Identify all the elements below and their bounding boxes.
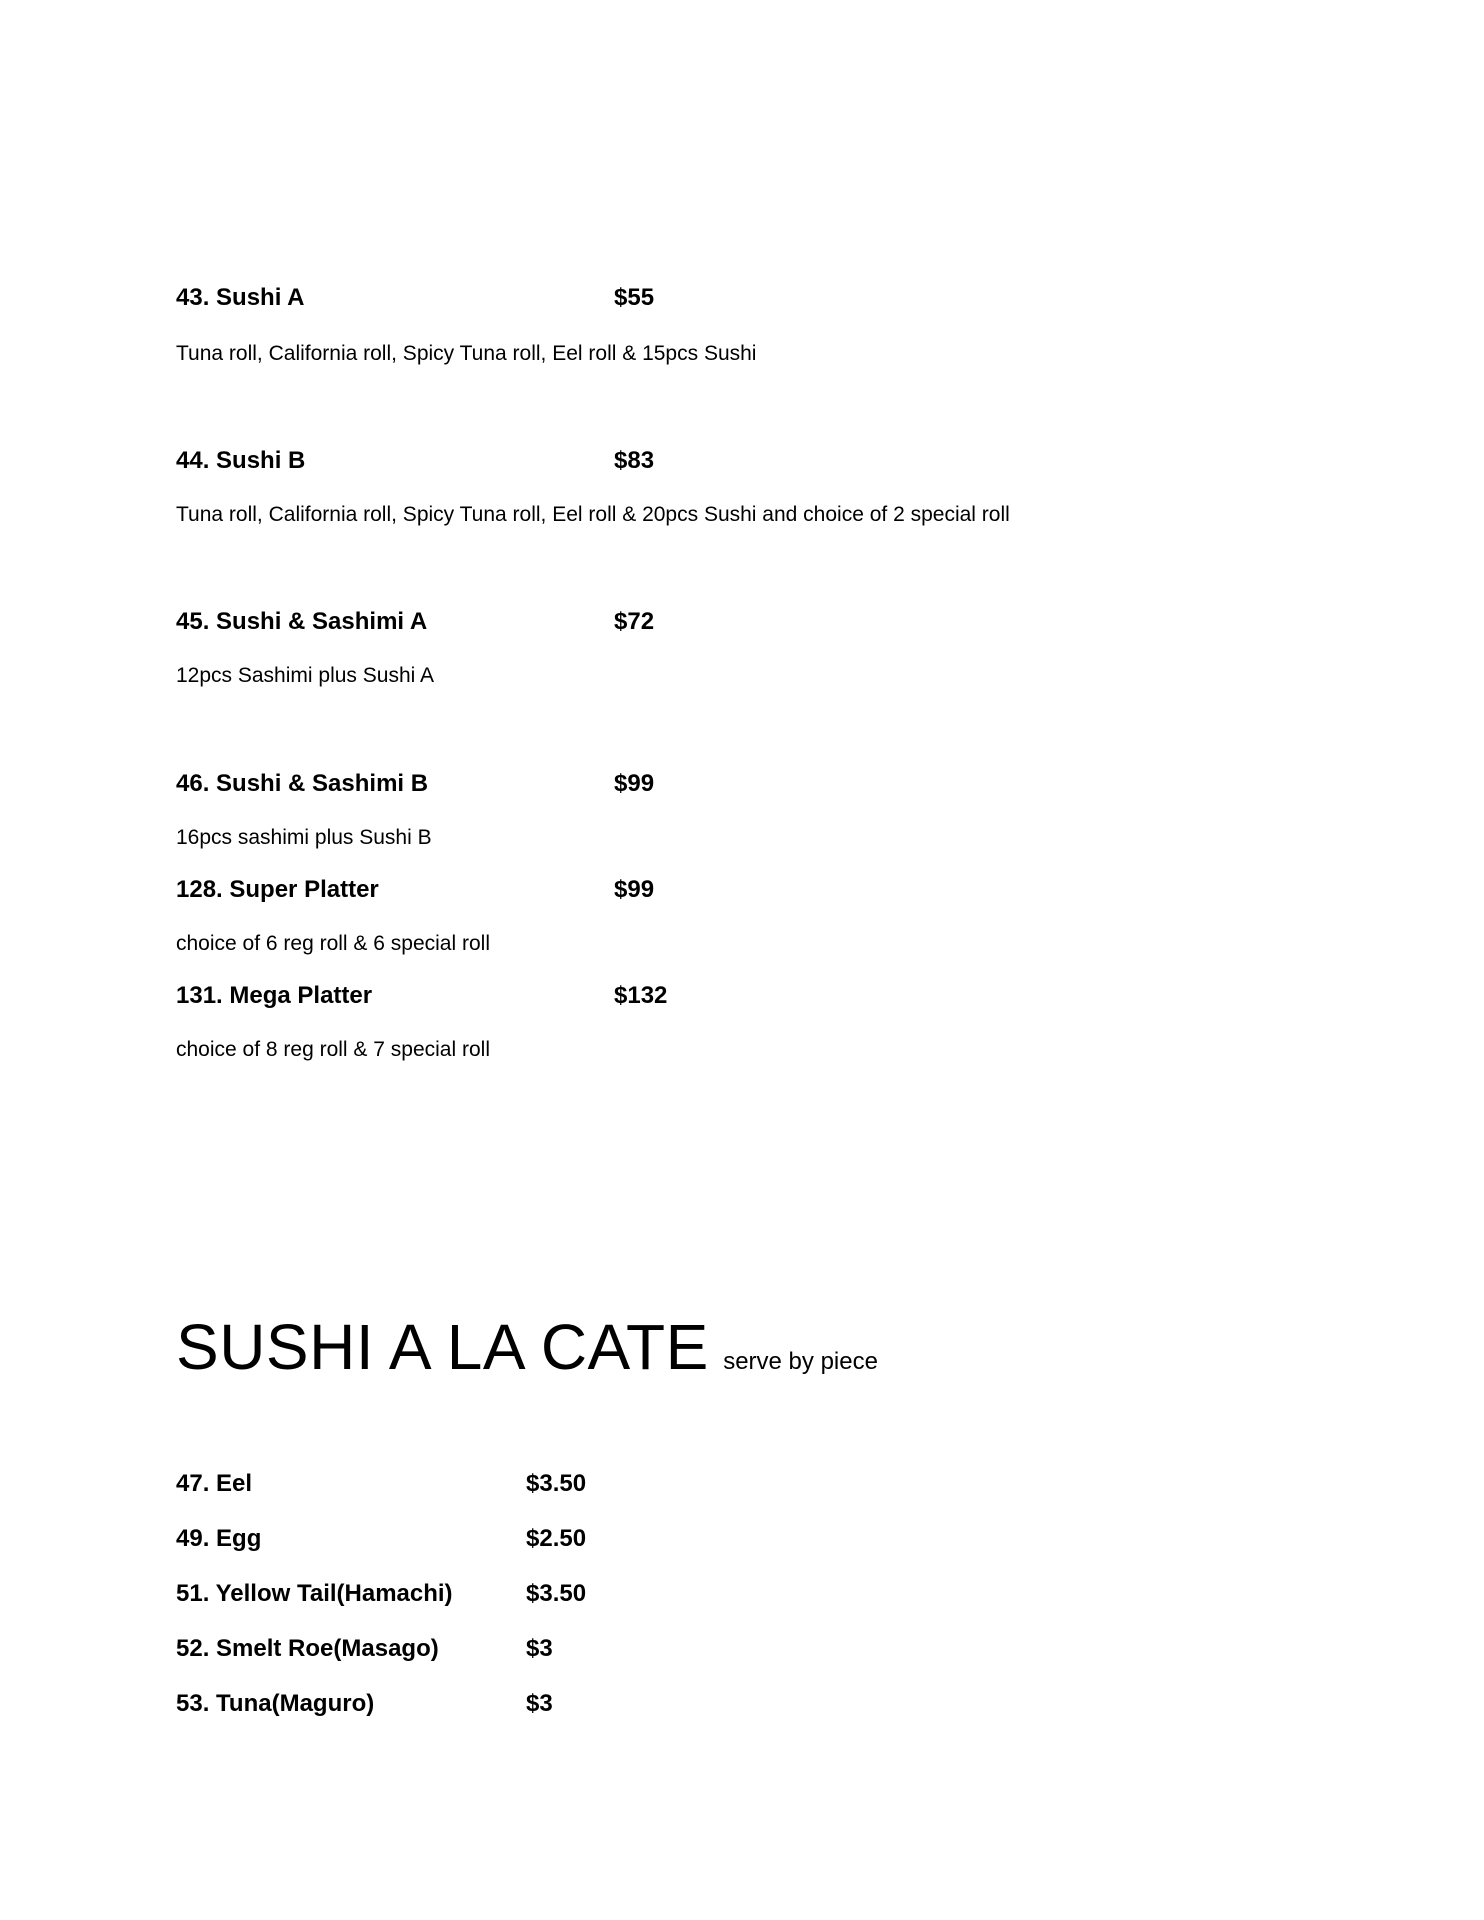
menu-item-price: $3.50 xyxy=(526,1470,587,1497)
section-title: SUSHI A LA CATE xyxy=(176,1311,709,1383)
menu-item-price: $55 xyxy=(614,284,655,311)
menu-item-name: 47. Eel xyxy=(176,1470,253,1497)
section-subtitle: serve by piece xyxy=(723,1348,878,1375)
menu-item-description: Tuna roll, California roll, Spicy Tuna roll, Eel roll & 15pcs Sushi xyxy=(176,342,757,365)
menu-item-description: 16pcs sashimi plus Sushi B xyxy=(176,826,432,849)
menu-item-price: $83 xyxy=(614,447,655,474)
menu-item-price: $2.50 xyxy=(526,1525,587,1552)
menu-item-price: $99 xyxy=(614,770,655,797)
menu-item-price: $3 xyxy=(526,1690,553,1717)
menu-item-price: $72 xyxy=(614,608,655,635)
menu-item-name: 52. Smelt Roe(Masago) xyxy=(176,1635,439,1662)
menu-item-price: $132 xyxy=(614,982,668,1009)
menu-item-name: 128. Super Platter xyxy=(176,876,379,903)
menu-item-description: 12pcs Sashimi plus Sushi A xyxy=(176,664,434,687)
menu-item-description: Tuna roll, California roll, Spicy Tuna roll, Eel roll & 20pcs Sushi and choice of 2 special roll xyxy=(176,503,1010,526)
menu-item-name: 131. Mega Platter xyxy=(176,982,373,1009)
menu-item-name: 45. Sushi & Sashimi A xyxy=(176,608,428,635)
menu-item-name: 49. Egg xyxy=(176,1525,262,1552)
menu-item-price: $99 xyxy=(614,876,655,903)
menu-item-name: 44. Sushi B xyxy=(176,447,306,474)
menu-item-name: 43. Sushi A xyxy=(176,284,305,311)
menu-item-name: 46. Sushi & Sashimi B xyxy=(176,770,429,797)
menu-item-description: choice of 6 reg roll & 6 special roll xyxy=(176,932,490,955)
section-heading xyxy=(176,1310,878,1384)
menu-item-name: 53. Tuna(Maguro) xyxy=(176,1690,375,1717)
menu-item-description: choice of 8 reg roll & 7 special roll xyxy=(176,1038,490,1061)
menu-item-price: $3.50 xyxy=(526,1580,587,1607)
menu-item-name: 51. Yellow Tail(Hamachi) xyxy=(176,1580,453,1607)
menu-item-price: $3 xyxy=(526,1635,553,1662)
